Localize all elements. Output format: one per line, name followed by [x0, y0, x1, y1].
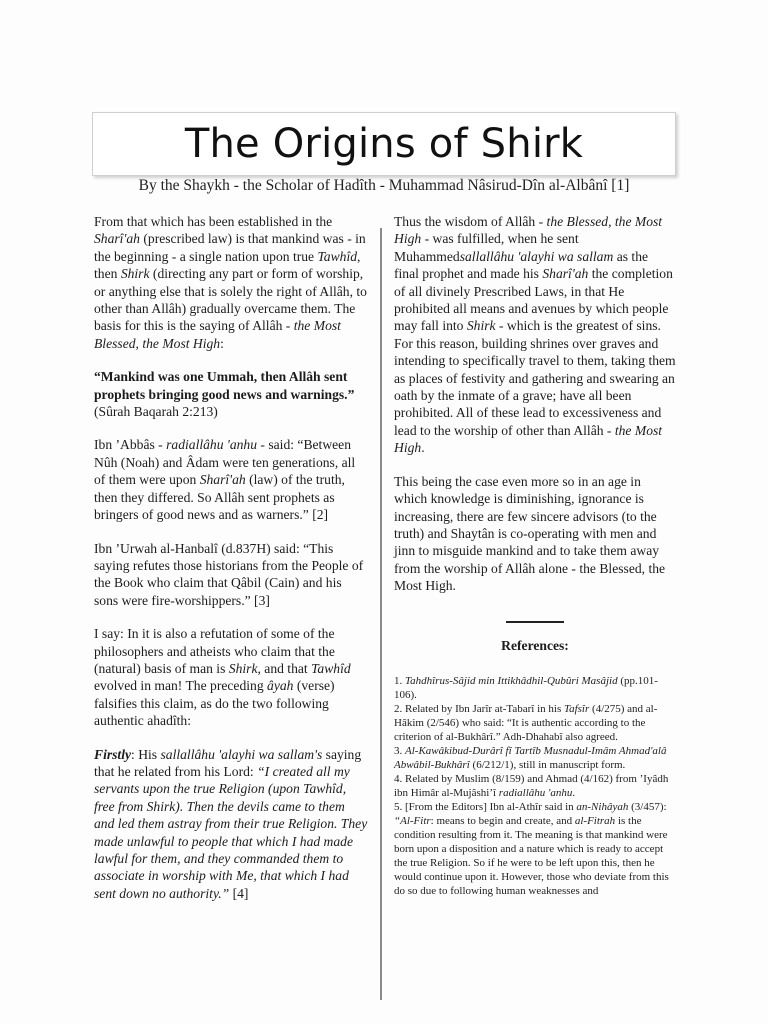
references-list [394, 674, 676, 898]
paragraph-text: “I created all my servants upon the true Religion (upon Tawhîd, free from Shirk). Then the devils came to them and led them astray from their true Religion. They made unlawful to people that which I had made lawful for them, and they commanded them to associate in worship with Me, that which I had sent down no authority.” [94, 763, 368, 901]
paragraph-text: evolved in man! The preceding [94, 678, 268, 694]
paragraph-text: radiallâhu 'anhu [166, 437, 258, 453]
paragraph-text: Tawhîd [317, 248, 358, 264]
right-paragraphs [394, 213, 676, 595]
paragraph-text: . [421, 440, 425, 456]
reference-item-text: : means to begin and create, and [430, 814, 575, 827]
reference-item [394, 800, 676, 898]
byline: By the Shaykh - the Scholar of Hadîth - Muhammad Nâsirud-Dîn al-Albânî [1] [138, 177, 630, 194]
page-title: The Origins of Shirk [184, 121, 584, 167]
reference-item-text: (3/457): [628, 800, 667, 813]
paragraph-text: Sharî'ah [542, 266, 589, 282]
reference-item-text: Al-Kawâkibud-Durârî fî Tartîb Musnadul-Imâm Ahmad'alâ Abwâbil-Bukhârî [394, 744, 667, 771]
reference-item [394, 772, 676, 800]
paragraph [94, 540, 368, 610]
paragraph-text: , then [94, 248, 361, 282]
paragraph-text: (directing any part or form of worship, or anything else that is solely the right of Allâh, to other than Allâh) gradually overcame them. The basis for this is the saying of Allâh - [94, 266, 367, 334]
paragraph [394, 213, 676, 457]
left-paragraphs [94, 213, 368, 902]
references-separator [506, 621, 564, 623]
paragraph-text: This being the case even more so in an age in which knowledge is diminishing, ignorance is increasing, there are few sincere advisors (to the truth) and Shaytân is co-operating with men and jinn to misguide mankind and to take them away from the worship of Allâh alone - the Blessed, the Most High. [394, 473, 666, 594]
reference-item-text: Tahdhîrus-Sâjid min Ittikhâdhil-Qubûri Masâjid [405, 674, 618, 687]
paragraph-text: Shirk [466, 318, 496, 334]
reference-item [394, 702, 676, 744]
reference-item [394, 744, 676, 772]
paragraph-text: Tawhîd [311, 660, 351, 676]
paragraph-text: âyah [267, 678, 294, 694]
reference-item-text: 4. Related by Muslim (8/159) and Ahmad (4/162) from ’Iyâdh ibn Himâr al-Mujâshi’î [394, 772, 669, 799]
paragraph-text: [4] [229, 885, 249, 901]
paragraph [94, 746, 368, 903]
reference-item-text: al-Fitrah [574, 814, 616, 827]
paragraph-text: (prescribed law) is that mankind was - in the beginning - a single nation upon true [94, 231, 366, 264]
paragraph-text: - was fulfilled, when he sent Muhammed [394, 231, 579, 264]
paragraph-text: the Most High [394, 422, 663, 456]
paragraph-text: Sharî'ah [199, 472, 246, 488]
reference-item-text: (6/212/1), still in manuscript form. [469, 758, 626, 771]
paragraph-text: - said: “Between Nûh (Noah) and Âdam were ten generations, all of them were upon [94, 437, 356, 488]
paragraph [94, 625, 368, 729]
paragraph-text: Ibn ’Abbâs - [94, 437, 167, 453]
reference-item-text: radiallâhu 'anhu [498, 786, 573, 799]
reference-item [394, 674, 676, 702]
paragraph [94, 436, 368, 523]
references-heading: References: [501, 637, 569, 653]
paragraph-text: From that which has been established in the [94, 214, 333, 229]
reference-item-text: 3. [394, 744, 405, 757]
paragraph-text: (verse) falsifies this claim, as do the two following authentic ahadîth: [94, 678, 335, 729]
paragraph [94, 368, 368, 420]
reference-item-text: . [572, 786, 576, 799]
reference-item-text: (pp.101-106). [394, 674, 658, 701]
paragraph-text: “Mankind was one Ummah, then Allâh sent prophets bringing good news and warnings.” [94, 369, 355, 402]
paragraph-text: I say: In it is also a refutation of some of the philosophers and atheists who claim that the (natural) basis of man is [94, 626, 335, 676]
paragraph-text: the completion of all divinely Prescribed Laws, in that He prohibited all means and avenues by which people may fall into [394, 266, 673, 334]
paragraph-text: sallallâhu 'alayhi wa sallam [459, 248, 614, 264]
paragraph-text: Firstly [94, 746, 132, 762]
paragraph-text: : His [131, 746, 161, 762]
reference-item-text: 1. [394, 674, 405, 687]
paragraph-text: : [220, 335, 224, 351]
paragraph-text: the Blessed, the Most High [394, 214, 663, 247]
left-column [94, 213, 368, 918]
paragraph-text: Sharî'ah [94, 231, 140, 247]
reference-item-text: is the condition resulting from it. The meaning is that mankind were born upon a disposition and a nature which is ready to accept the true Religion. So if he were to be left upon this, then he would continue upon it. However, those who deviate from this do so due to following human weaknesses and [394, 814, 669, 897]
paragraph-text: as the final prophet and made his [394, 248, 649, 282]
reference-item-text: Tafsîr [563, 702, 590, 715]
reference-item-text: (4/275) and al-Hâkim (2/546) who said: “It is authentic according to the criterion of al-Bukhârî.” Adh-Dhahabî also agreed. [394, 702, 658, 743]
paragraph-text: - which is the greatest of sins. For this reason, building shrines over graves and intending to specifically travel to them, taking them as places of festivity and gathering and swearing an oath by the inmate of a grave; have all been prohibited. All of these lead to excessiveness and lead to the worship of other than Allâh - [394, 318, 676, 438]
paragraph-text: Shirk [228, 660, 258, 676]
reference-item-text: 5. [From the Editors] Ibn al-Athîr said in [394, 800, 577, 813]
paragraph [394, 473, 676, 595]
paragraph [94, 213, 368, 352]
paragraph-text: Thus the wisdom of Allâh - [394, 214, 547, 229]
paragraph-text: , and that [257, 660, 312, 676]
right-column [394, 213, 676, 898]
paragraph-text: Shirk [120, 266, 150, 282]
reference-item-text: 2. Related by Ibn Jarîr at-Tabarî in his [394, 702, 564, 715]
paragraph-text: sallallâhu 'alayhi wa sallam's [160, 746, 323, 762]
paragraph-text: Ibn ’Urwah al-Hanbalî (d.837H) said: “This saying refutes those historians from the People of the Book who claim that Qâbil (Cain) and his sons were fire-worshippers.” [3] [94, 540, 364, 608]
paragraph-text: the Most Blessed, the Most High [94, 318, 341, 351]
reference-item-text: an-Nihâyah [576, 800, 629, 813]
reference-item-text: “Al-Fitr [394, 814, 431, 827]
paragraph-text: saying that he related from his Lord: [94, 746, 362, 779]
column-divider [380, 228, 382, 1000]
paragraph-text: (Sûrah Baqarah 2:213) [94, 404, 218, 420]
paragraph-text: (law) of the truth, then they differed. So Allâh sent prophets as bringers of good news and as warners.” [2] [94, 472, 345, 523]
